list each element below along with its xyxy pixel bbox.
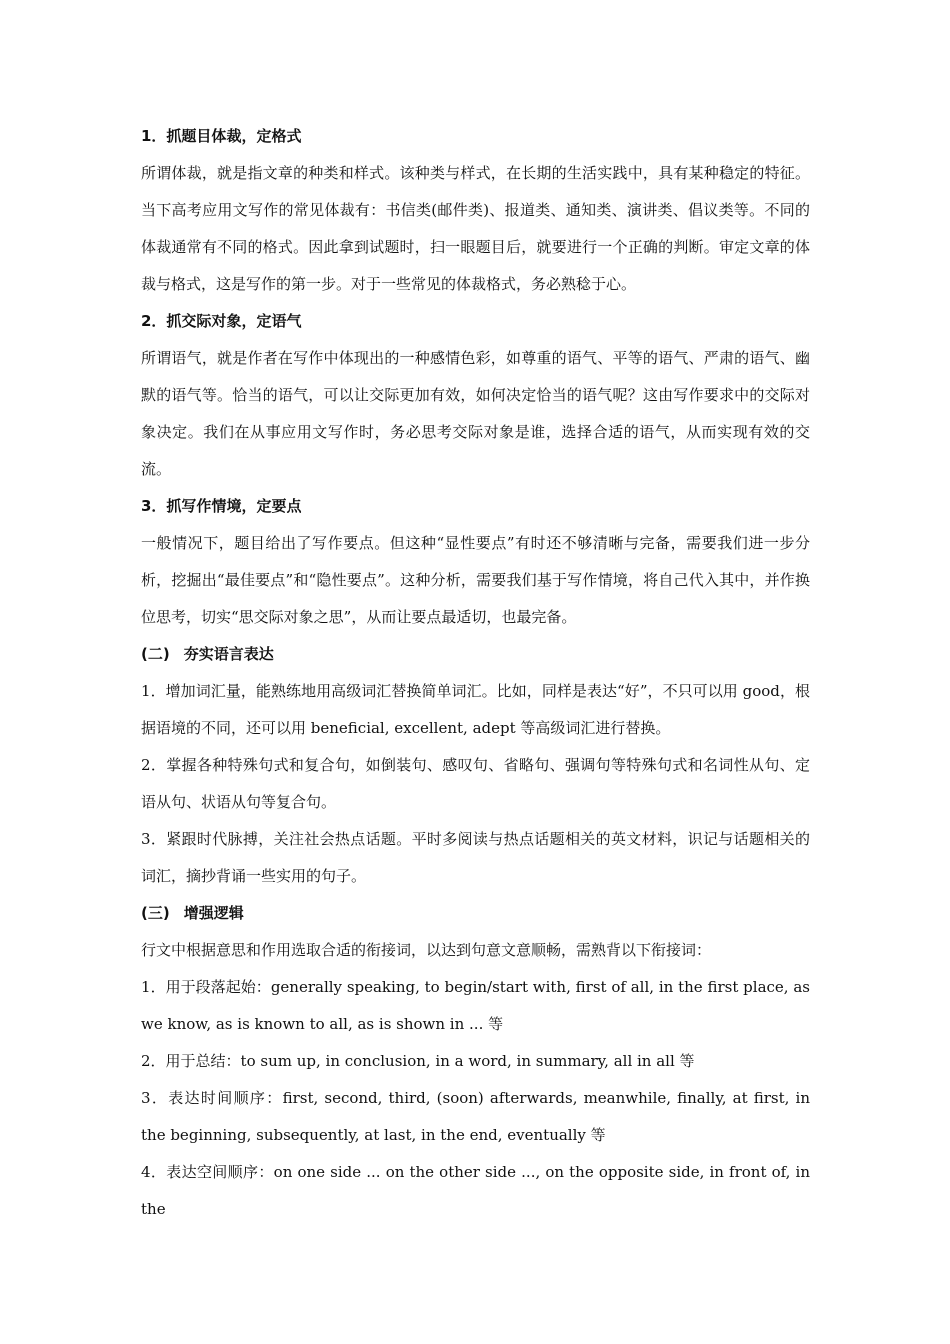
heading-genre: 1．抓题目体裁，定格式 (141, 127, 302, 145)
paragraph-opening-words: 1．用于段落起始：generally speaking, to begin/start with, first of all, in the first place, as we know, as is known to all, as is shown in ... 等 (141, 978, 810, 1033)
paragraph-space-order: 4．表达空间顺序：on one side ... on the other side ..., on the opposite side, in front of, in the (141, 1163, 810, 1218)
section-title: 夯实语言表达 (183, 645, 274, 663)
heading-audience: 2．抓交际对象，定语气 (141, 312, 302, 330)
section-number: (二) (141, 645, 170, 663)
paragraph-vocabulary: 1．增加词汇量，能熟练地用高级词汇替换简单词汇。比如，同样是表达“好”，不只可以用 good，根据语境的不同，还可以用 beneficial, excellent, adept 等高级词汇进行替换。 (141, 682, 810, 737)
section-number: (三) (141, 904, 170, 922)
paragraph-audience: 所谓语气，就是作者在写作中体现出的一种感情色彩，如尊重的语气、平等的语气、严肃的语气、幽默的语气等。恰当的语气，可以让交际更加有效，如何决定恰当的语气呢？这由写作要求中的交际对象决定。我们在从事应用文写作时，务必思考交际对象是谁，选择合适的语气，从而实现有效的交流。 (141, 349, 810, 478)
paragraph-time-order: 3．表达时间顺序：first, second, third, (soon) afterwards, meanwhile, finally, at first, in the beginning, subsequently, at last, in the end, eventually 等 (141, 1089, 810, 1144)
paragraph-context: 一般情况下，题目给出了写作要点。但这种“显性要点”有时还不够清晰与完备，需要我们进一步分析，挖掘出“最佳要点”和“隐性要点”。这种分析，需要我们基于写作情境，将自己代入其中，并作换位思考，切实“思交际对象之思”，从而让要点最适切，也最完备。 (141, 534, 810, 626)
heading-context: 3．抓写作情境，定要点 (141, 497, 302, 515)
paragraph-summary-words: 2．用于总结：to sum up, in conclusion, in a word, in summary, all in all 等 (141, 1052, 695, 1070)
paragraph-logic-intro: 行文中根据意思和作用选取合适的衔接词，以达到句意文意顺畅，需熟背以下衔接词： (141, 941, 712, 959)
paragraph-sentence-patterns: 2．掌握各种特殊句式和复合句，如倒装句、感叹句、省略句、强调句等特殊句式和名词性从句、定语从句、状语从句等复合句。 (141, 756, 810, 811)
paragraph-genre: 所谓体裁，就是指文章的种类和样式。该种类与样式，在长期的生活实践中，具有某种稳定的特征。当下高考应用文写作的常见体裁有：书信类(邮件类)、报道类、通知类、演讲类、倡议类等。不同的体裁通常有不同的格式。因此拿到试题时，扫一眼题目后，就要进行一个正确的判断。审定文章的体裁与格式，这是写作的第一步。对于一些常见的体裁格式，务必熟稔于心。 (141, 164, 810, 293)
section-heading-logic (141, 895, 810, 932)
paragraph-hot-topics: 3．紧跟时代脉搏，关注社会热点话题。平时多阅读与热点话题相关的英文材料，识记与话题相关的词汇，摘抄背诵一些实用的句子。 (141, 830, 810, 885)
document-page (141, 118, 810, 1228)
section-title: 增强逻辑 (183, 904, 244, 922)
section-heading-language (141, 636, 810, 673)
